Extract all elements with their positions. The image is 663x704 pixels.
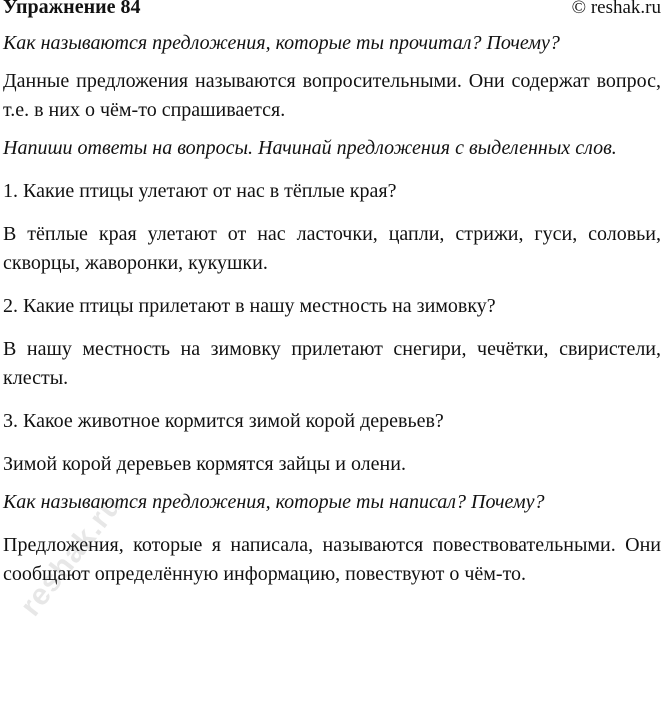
answer-4: Зимой корой деревьев кормятся зайцы и олени. [3, 453, 406, 475]
answer-5: Предложения, которые я написала, называются повествовательными. Они сообщают определённую информацию, повествуют о чём-то. [3, 534, 661, 585]
question-1: 1. Какие птицы улетают от нас в тёплые края? [3, 180, 397, 202]
answer-1: Данные предложения называются вопросительными. Они содержат вопрос, т.е. в них о чём-то спрашивается. [3, 70, 661, 121]
answer-3: В нашу местность на зимовку прилетают снегири, чечётки, свиристели, клесты. [3, 338, 661, 389]
exercise-title: Упражнение 84 [3, 0, 141, 18]
answer-2: В тёплые края улетают от нас ласточки, цапли, стрижи, гуси, соловьи, скворцы, жаворонки, кукушки. [3, 223, 661, 274]
page-header [3, 0, 661, 20]
question-3: 3. Какое животное кормится зимой корой деревьев? [3, 410, 444, 432]
instruction-1: Как называются предложения, которые ты прочитал? Почему? [3, 32, 560, 54]
source-label: © reshak.ru [571, 0, 661, 18]
question-2: 2. Какие птицы прилетают в нашу местность на зимовку? [3, 295, 496, 317]
instruction-2: Напиши ответы на вопросы. Начинай предложения с выделенных слов. [3, 137, 617, 159]
instruction-3: Как называются предложения, которые ты написал? Почему? [3, 491, 545, 513]
watermark: reshak.ru [14, 488, 129, 623]
